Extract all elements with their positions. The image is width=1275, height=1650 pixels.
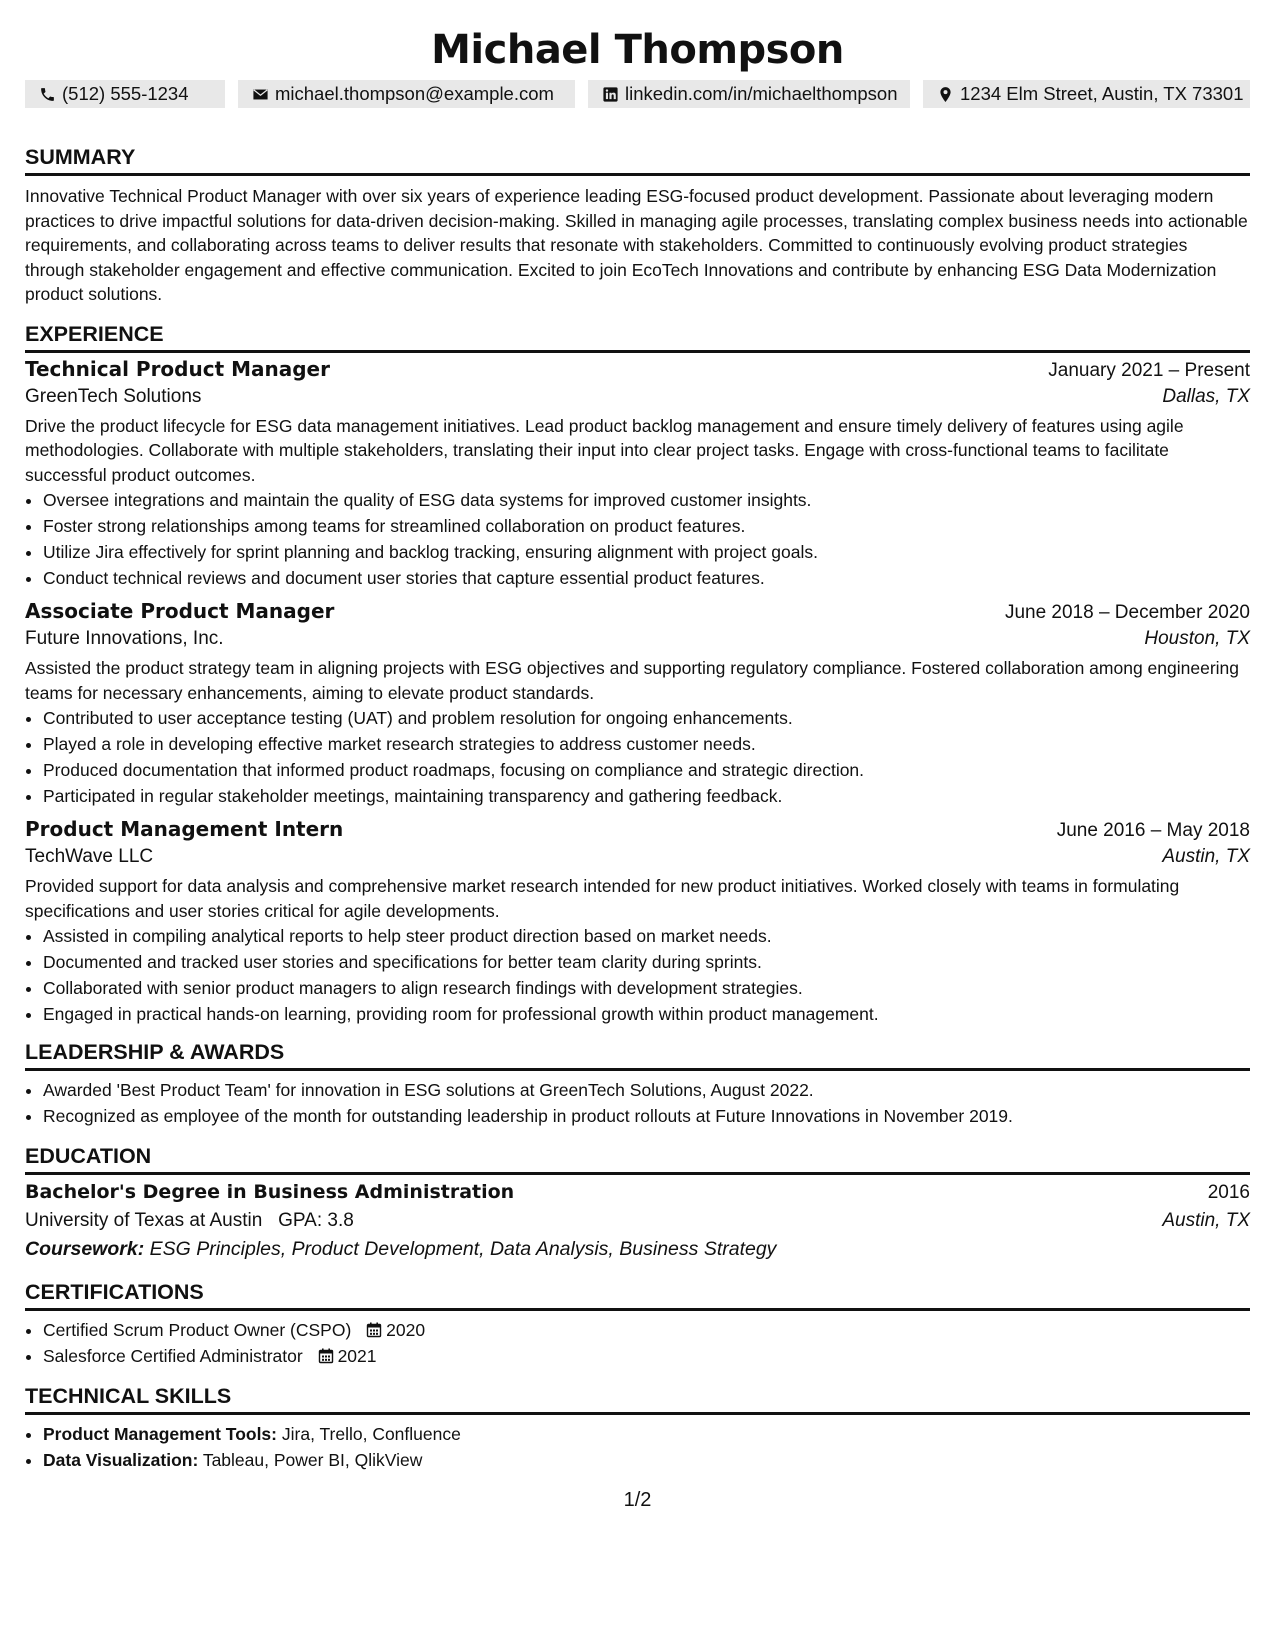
coursework-list: ESG Principles, Product Development, Data Analysis, Business Strategy bbox=[149, 1238, 777, 1260]
cert-year: 2020 bbox=[386, 1320, 426, 1340]
job-description: Drive the product lifecycle for ESG data management initiatives. Lead product backlog management and ensure timely delivery of features using agile methodologies. Collaborate with multiple stakeholders, translating their input into clear project tasks. Engage with cross-functional teams to facilitate successful product outcomes. bbox=[25, 415, 1184, 485]
education-subheader bbox=[25, 1210, 1250, 1232]
email-text: michael.thompson@example.com bbox=[275, 83, 554, 104]
list-item: • Oversee integrations and maintain the quality of ESG data systems for improved customer insights. bbox=[43, 487, 1250, 513]
calendar-icon bbox=[366, 1322, 382, 1338]
skills-heading: TECHNICAL SKILLS bbox=[25, 1383, 1250, 1415]
contact-phone bbox=[25, 80, 225, 108]
contact-address bbox=[923, 80, 1250, 108]
list-item: • Played a role in developing effective market research strategies to address customer needs. bbox=[43, 731, 1250, 757]
job-title: Technical Product Manager bbox=[25, 356, 330, 381]
job-dates: June 2018 – December 2020 bbox=[1004, 602, 1250, 623]
job-header bbox=[25, 357, 1250, 382]
list-item: • Produced documentation that informed product roadmaps, focusing on compliance and strategic direction. bbox=[43, 757, 1250, 783]
list-item bbox=[43, 1343, 1250, 1369]
job-entry bbox=[25, 357, 1250, 592]
coursework bbox=[25, 1238, 1250, 1261]
summary-text: Innovative Technical Product Manager with over six years of experience leading ESG-focused product development. Passionate about leveraging modern practices to drive impactful solutions for data-driven decision-making. Skilled in managing agile processes, translating complex business needs into actionable requirements, and collaborating across teams to deliver results that resonate with stakeholders. Committed to continuously evolving product strategies through stakeholder engagement and effective communication. Excited to join EcoTech Innovations and contribute by enhancing ESG Data Modernization product solutions. bbox=[25, 186, 1248, 304]
job-dates: June 2016 – May 2018 bbox=[1056, 820, 1250, 841]
list-item: • Foster strong relationships among teams for streamlined collaboration on product features. bbox=[43, 513, 1250, 539]
school-location: Austin, TX bbox=[1162, 1210, 1250, 1231]
experience-section bbox=[25, 321, 1250, 1028]
graduation-year: 2016 bbox=[1207, 1182, 1250, 1203]
job-subheader bbox=[25, 386, 1250, 408]
experience-heading: EXPERIENCE bbox=[25, 321, 1250, 353]
education-heading: EDUCATION bbox=[25, 1143, 1250, 1175]
certifications-section bbox=[25, 1279, 1250, 1369]
list-item: • Recognized as employee of the month for outstanding leadership in product rollouts at Future Innovations in November 2019. bbox=[43, 1103, 1250, 1129]
awards-heading: LEADERSHIP & AWARDS bbox=[25, 1039, 1250, 1071]
job-bullets bbox=[25, 705, 1250, 809]
job-title: Associate Product Manager bbox=[25, 599, 335, 623]
list-item bbox=[43, 1421, 1250, 1447]
job-company: GreenTech Solutions bbox=[25, 385, 202, 407]
skill-value: Tableau, Power BI, QlikView bbox=[202, 1450, 423, 1470]
list-item: • Engaged in practical hands-on learning, providing room for professional growth within product management. bbox=[43, 1001, 1250, 1027]
contact-bar bbox=[25, 80, 1250, 108]
job-entry bbox=[25, 817, 1250, 1027]
job-header bbox=[25, 599, 1250, 624]
job-subheader bbox=[25, 628, 1250, 650]
linkedin-text: linkedin.com/in/michaelthompson bbox=[625, 83, 898, 104]
resume-page bbox=[25, 0, 1250, 1473]
school-name: University of Texas at Austin bbox=[25, 1210, 263, 1231]
job-description: Assisted the product strategy team in aligning projects with ESG objectives and supporting regulatory compliance. Fostered collaboration among engineering teams for necessary enhancements, aiming to elevate product standards. bbox=[25, 658, 1240, 703]
gpa: GPA: 3.8 bbox=[278, 1210, 354, 1231]
list-item bbox=[43, 1317, 1250, 1343]
degree-title: Bachelor's Degree in Business Administration bbox=[25, 1181, 515, 1203]
cert-year: 2021 bbox=[337, 1346, 377, 1366]
candidate-name: Michael Thompson bbox=[431, 27, 844, 73]
list-item: • Utilize Jira effectively for sprint planning and backlog tracking, ensuring alignment with project goals. bbox=[43, 539, 1250, 565]
list-item: • Awarded 'Best Product Team' for innovation in ESG solutions at GreenTech Solutions, August 2022. bbox=[43, 1077, 1250, 1103]
school-info bbox=[25, 1210, 354, 1232]
job-bullets bbox=[25, 487, 1250, 591]
job-dates: January 2021 – Present bbox=[1048, 359, 1250, 381]
calendar-icon bbox=[318, 1348, 334, 1364]
job-location: Dallas, TX bbox=[1162, 385, 1250, 407]
certifications-list bbox=[25, 1317, 1250, 1369]
skills-section bbox=[25, 1383, 1250, 1473]
job-entry bbox=[25, 599, 1250, 809]
job-location: Houston, TX bbox=[1144, 628, 1250, 649]
map-marker-icon bbox=[937, 86, 954, 103]
job-company: Future Innovations, Inc. bbox=[25, 628, 224, 649]
page-number: 1/2 bbox=[623, 1489, 652, 1511]
awards-section bbox=[25, 1039, 1250, 1129]
linkedin-icon bbox=[602, 86, 619, 103]
list-item: • Participated in regular stakeholder meetings, maintaining transparency and gathering feedback. bbox=[43, 783, 1250, 809]
envelope-icon bbox=[252, 86, 269, 103]
list-item: • Assisted in compiling analytical reports to help steer product direction based on market needs. bbox=[43, 923, 1250, 949]
skill-label: Product Management Tools: bbox=[43, 1424, 277, 1444]
awards-list bbox=[25, 1077, 1250, 1129]
contact-email[interactable] bbox=[238, 80, 575, 108]
skill-value: Jira, Trello, Confluence bbox=[281, 1424, 461, 1444]
job-company: TechWave LLC bbox=[25, 846, 154, 867]
list-item bbox=[43, 1447, 1250, 1473]
job-title: Product Management Intern bbox=[25, 817, 344, 841]
phone-icon bbox=[39, 86, 56, 103]
address-text: 1234 Elm Street, Austin, TX 73301 bbox=[960, 83, 1244, 104]
certifications-heading: CERTIFICATIONS bbox=[25, 1279, 1250, 1311]
contact-linkedin[interactable] bbox=[588, 80, 910, 108]
job-description: Provided support for data analysis and comprehensive market research intended for new product initiatives. Worked closely with teams in formulating specifications and user stories critical for agile developments. bbox=[25, 876, 1180, 921]
job-subheader bbox=[25, 846, 1250, 868]
job-header bbox=[25, 817, 1250, 842]
list-item: • Collaborated with senior product managers to align research findings with development strategies. bbox=[43, 975, 1250, 1001]
job-location: Austin, TX bbox=[1162, 846, 1250, 867]
skill-label: Data Visualization: bbox=[43, 1450, 199, 1470]
summary-section bbox=[25, 144, 1250, 307]
education-section bbox=[25, 1143, 1250, 1261]
job-bullets bbox=[25, 923, 1250, 1027]
coursework-label: Coursework: bbox=[25, 1238, 145, 1260]
education-header bbox=[25, 1181, 1250, 1204]
list-item: • Documented and tracked user stories and specifications for better team clarity during sprints. bbox=[43, 949, 1250, 975]
list-item: • Contributed to user acceptance testing (UAT) and problem resolution for ongoing enhancements. bbox=[43, 705, 1250, 731]
cert-name: Salesforce Certified Administrator bbox=[43, 1346, 303, 1366]
phone-text: (512) 555-1234 bbox=[62, 83, 189, 104]
summary-heading: SUMMARY bbox=[25, 144, 1250, 176]
cert-name: Certified Scrum Product Owner (CSPO) bbox=[43, 1320, 352, 1340]
list-item: • Conduct technical reviews and document user stories that capture essential product features. bbox=[43, 565, 1250, 591]
skills-list bbox=[25, 1421, 1250, 1473]
